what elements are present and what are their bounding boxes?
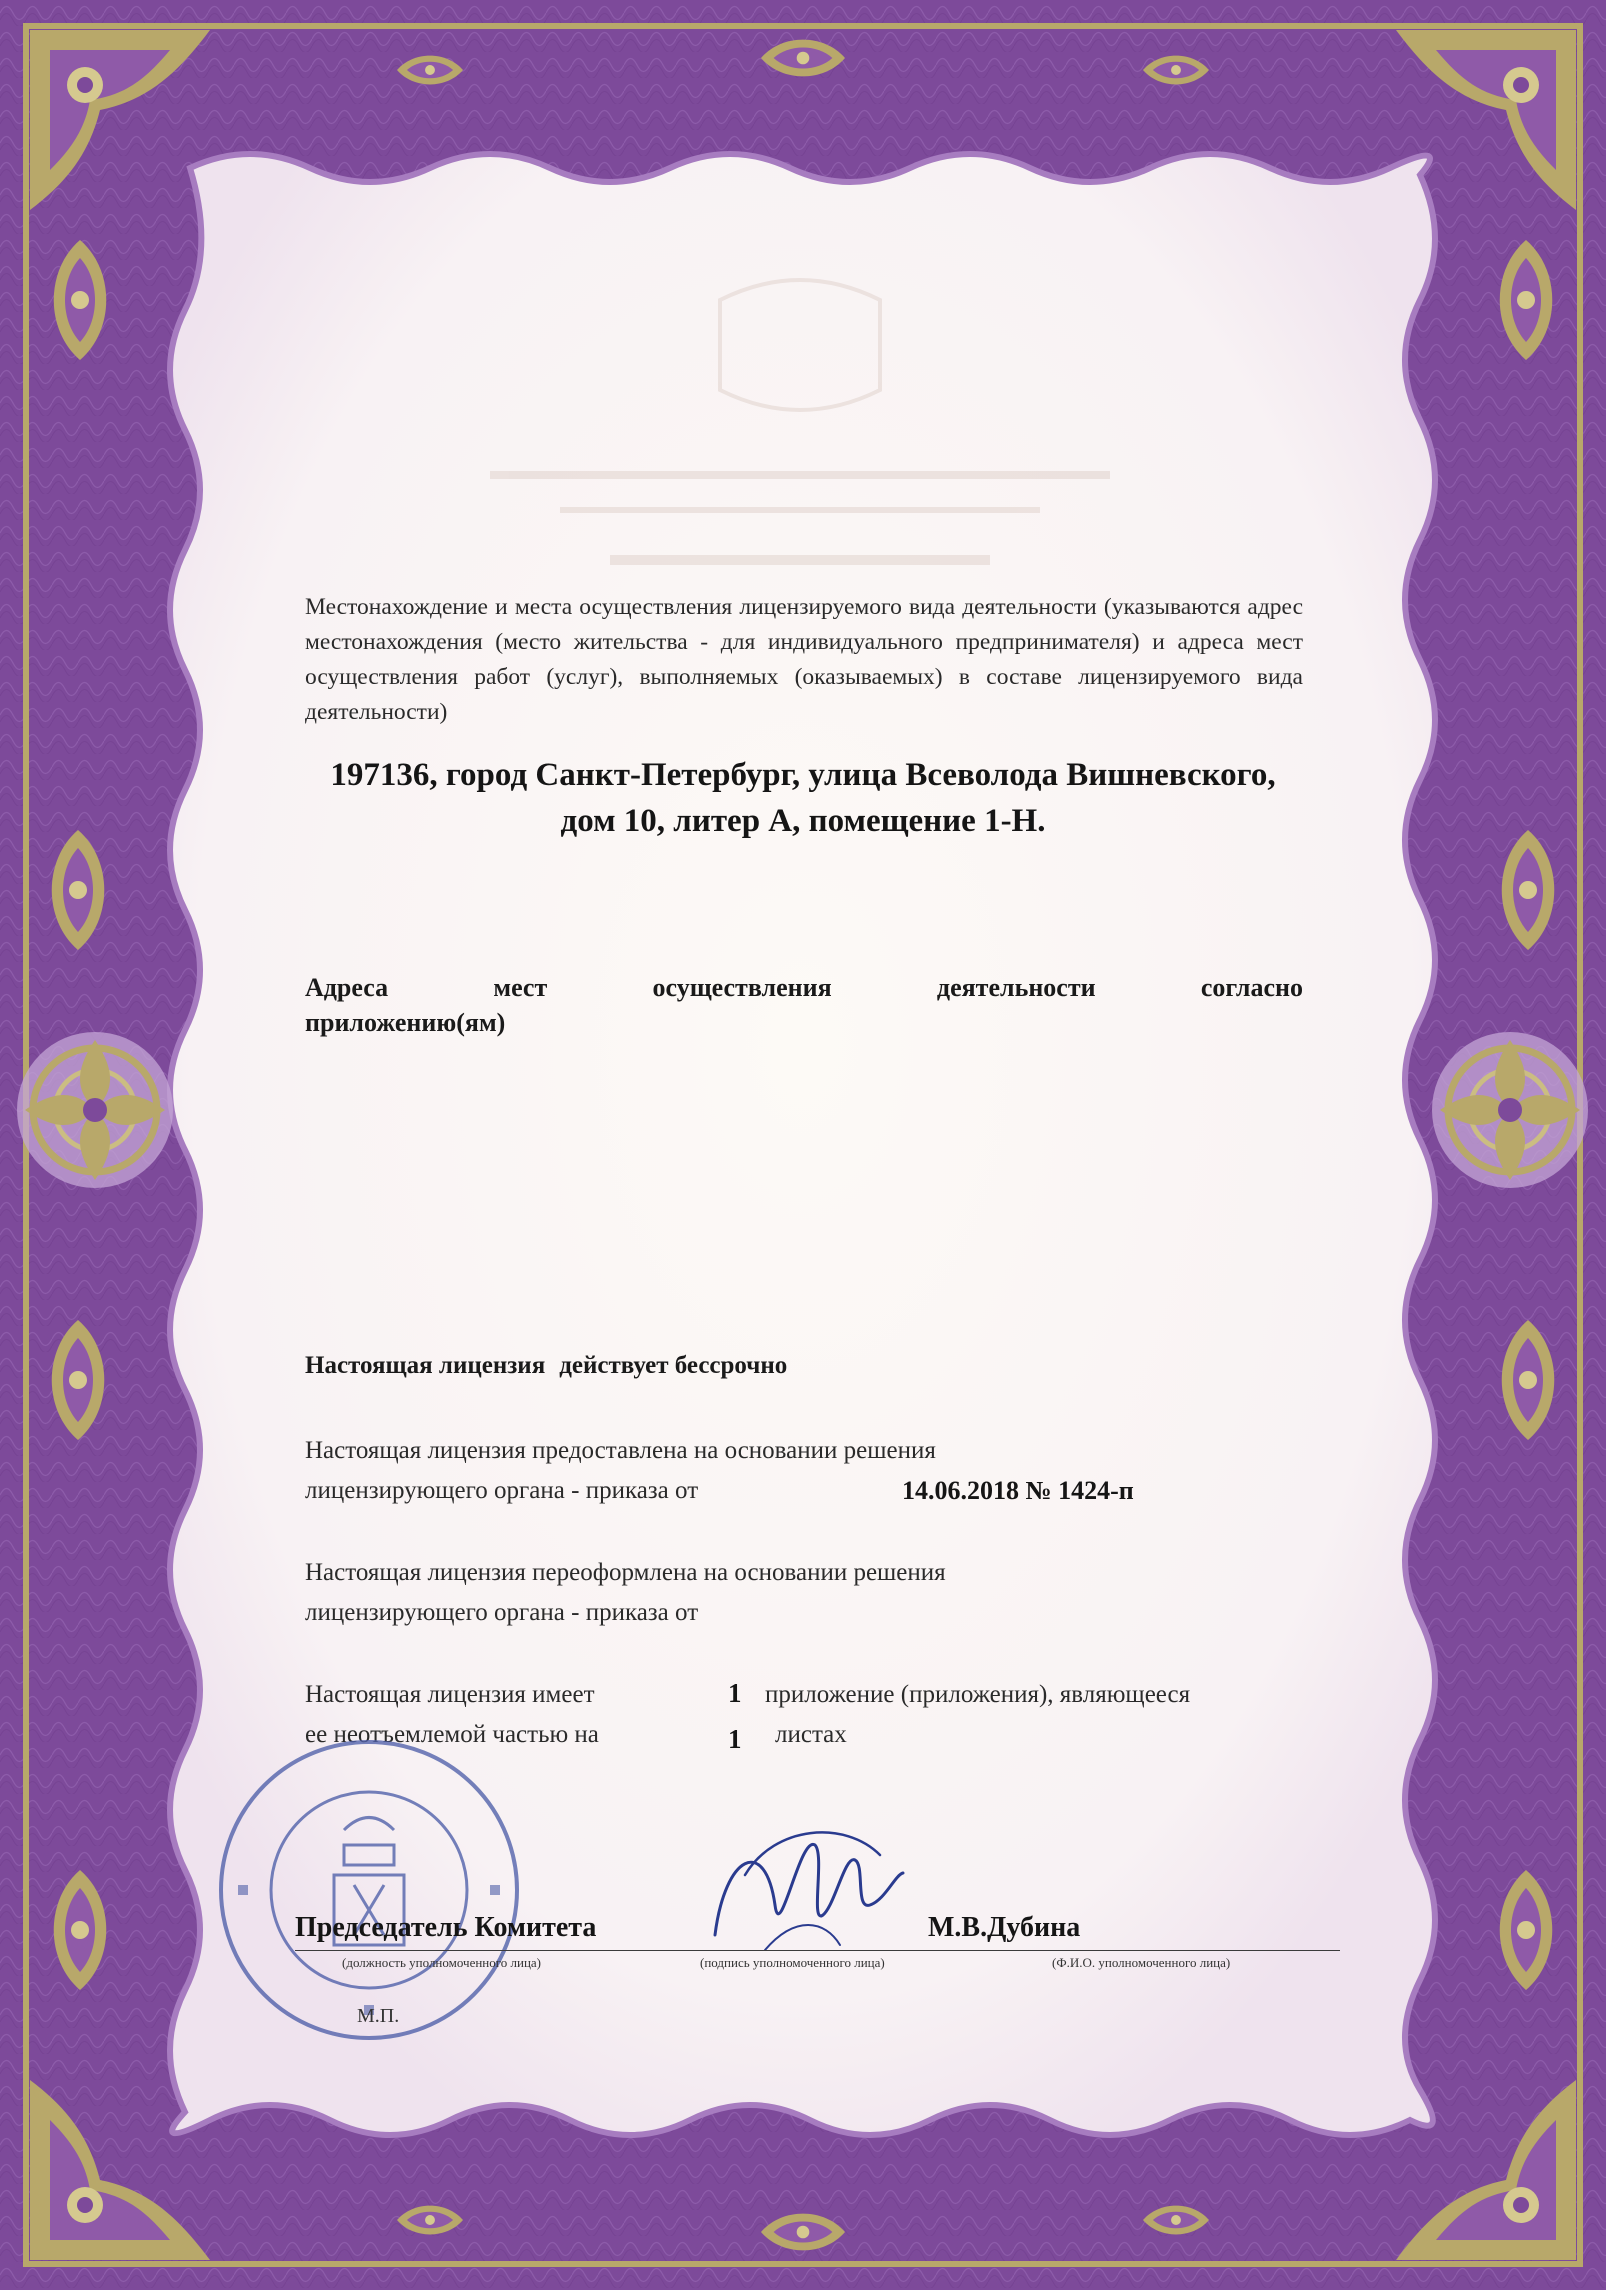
addresses-note-line-2: приложению(ям) (305, 1008, 506, 1037)
address-line-2: дом 10, литер А, помещение 1-Н. (560, 803, 1046, 839)
signer-name: М.В.Дубина (928, 1912, 1081, 1943)
signature-underline (295, 1950, 1340, 1951)
appendix-line-1-prefix: Настоящая лицензия имеет (305, 1681, 595, 1708)
location-intro-text: Местонахождение и места осуществления лицензируемого вида деятельности (указываются адрес местонахождения (место жительства - для индивидуального предпринимателя) и адреса мест осуществления работ (услуг), выполняемых (оказываемых) в составе лицензируемого вида деятельности) (305, 594, 1303, 725)
official-stamp (214, 1735, 524, 2045)
appendix-line-2-prefix: ее неотъемлемой частью на (305, 1721, 599, 1748)
addresses-note-line-1: Адреса мест осуществления деятельности согласно (305, 973, 1303, 1002)
appendix-count: 1 (728, 1678, 742, 1708)
validity-value: действует бессрочно (559, 1352, 788, 1379)
validity-statement (305, 1352, 787, 1380)
granted-order-number: 14.06.2018 № 1424-п (902, 1476, 1134, 1505)
license-address (200, 752, 1406, 844)
address-line-1: 197136, город Санкт-Петербург, улица Всеволода Вишневского, (330, 757, 1276, 793)
granted-line-1: Настоящая лицензия предоставлена на основании решения (305, 1437, 936, 1464)
reissued-line-2: лицензирующего органа - приказа от (305, 1599, 699, 1626)
caption-name: (Ф.И.О. уполномоченного лица) (1052, 1955, 1231, 1970)
caption-position: (должность уполномоченного лица) (342, 1955, 542, 1970)
validity-label: Настоящая лицензия (305, 1352, 546, 1379)
appendix-sheets: 1 (728, 1724, 742, 1754)
appendix-line-1-suffix: приложение (приложения), являющееся (765, 1681, 1191, 1708)
signer-position: Председатель Комитета (295, 1912, 597, 1943)
seal-place-label: М.П. (357, 2005, 400, 2027)
handwritten-signature (705, 1815, 910, 1970)
granted-line-2: лицензирующего органа - приказа от (305, 1477, 699, 1504)
reissued-line-1: Настоящая лицензия переоформлена на основании решения (305, 1559, 946, 1586)
appendix-line-2-suffix: листах (775, 1721, 847, 1748)
caption-signature: (подпись уполномоченного лица) (700, 1955, 885, 1970)
